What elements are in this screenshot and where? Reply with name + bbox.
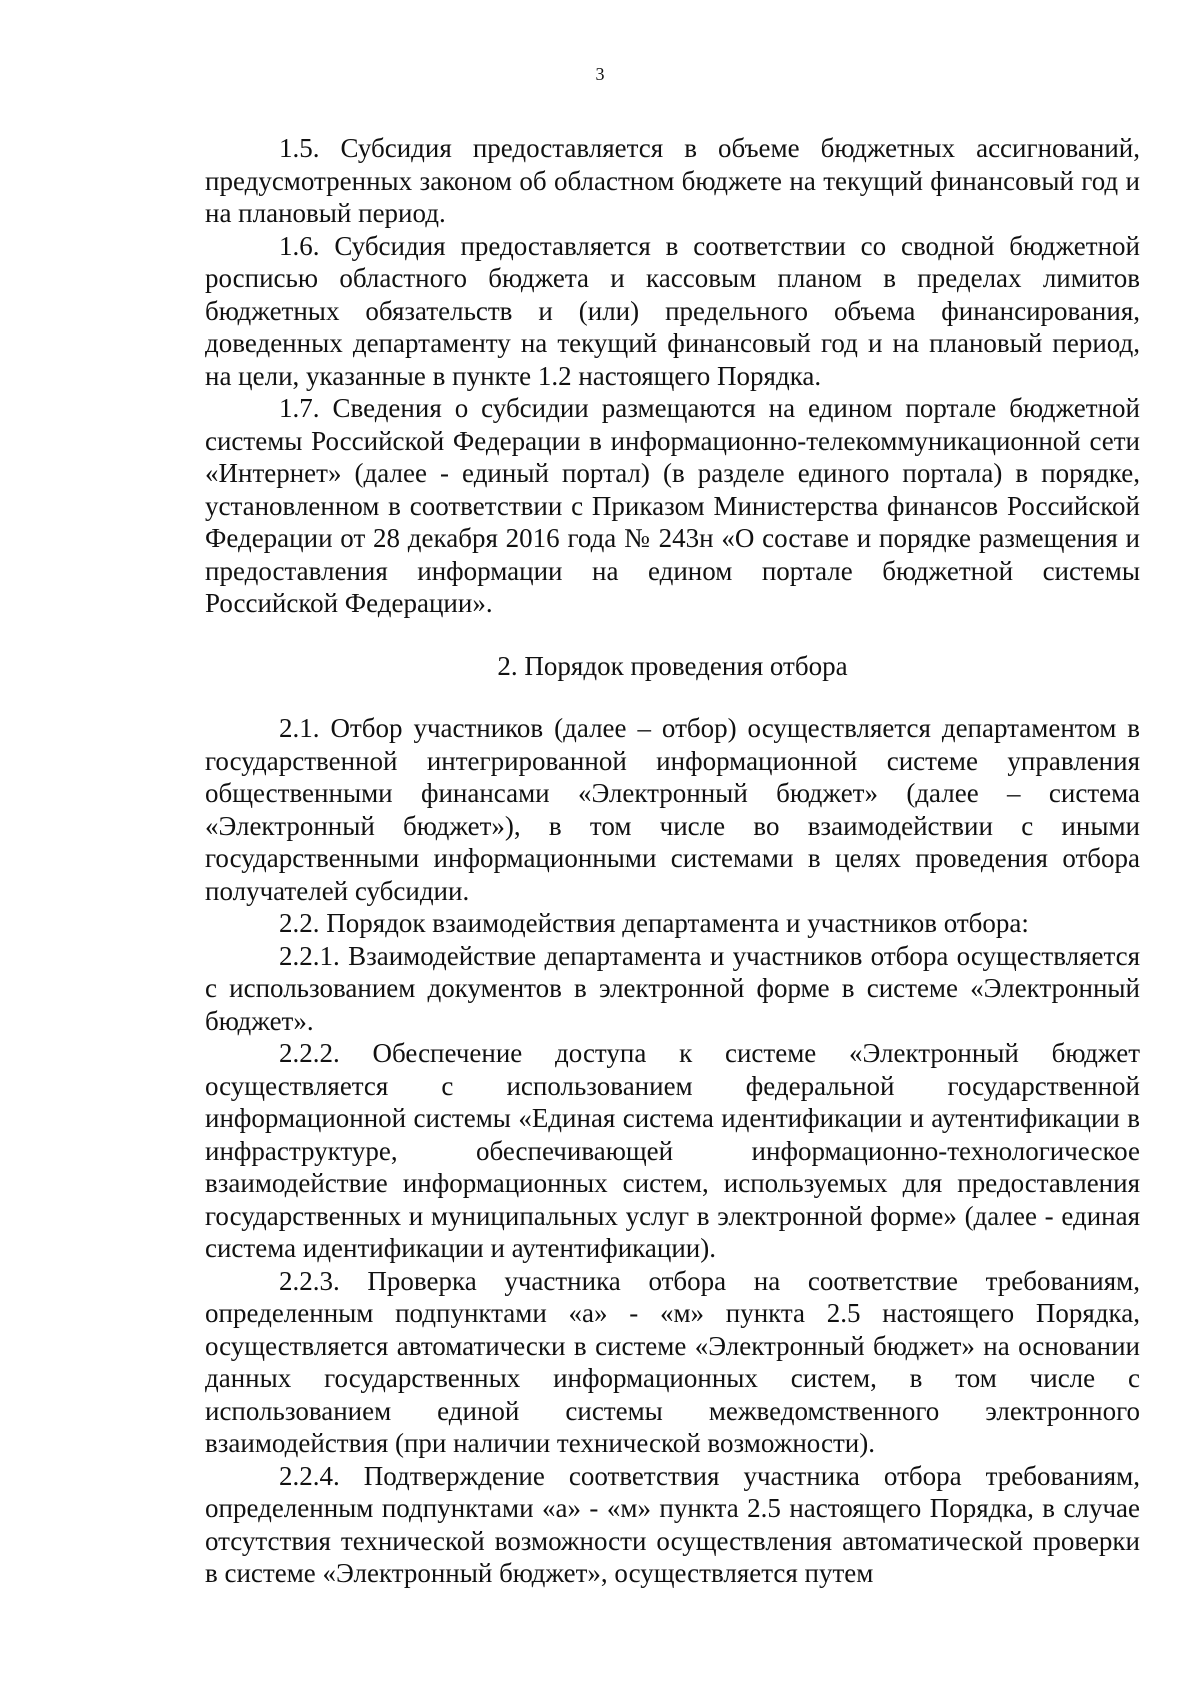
paragraph-2-2-4: 2.2.4. Подтверждение соответствия участника отбора требованиям, определенным подпунктами «а» - «м» пункта 2.5 настоящего Порядка, в случае отсутствия технической возможности осуществления автоматической проверки в системе «Электронный бюджет», осуществляется путем (205, 1460, 1140, 1588)
paragraph-1-5: 1.5. Субсидия предоставляется в объеме бюджетных ассигнований, предусмотренных законом об областном бюджете на текущий финансовый год и на плановый период. (205, 133, 1140, 228)
section-2-heading: 2. Порядок проведения отбора (497, 650, 848, 681)
paragraph-2-2: 2.2. Порядок взаимодействия департамента и участников отбора: (279, 908, 1029, 938)
paragraph-2-2-1: 2.2.1. Взаимодействие департамента и участников отбора осуществляется с использованием документов в электронной форме в системе «Электронный бюджет». (205, 940, 1140, 1036)
paragraph-1-6: 1.6. Субсидия предоставляется в соответствии со сводной бюджетной росписью областного бюджета и кассовым планом в пределах лимитов бюджетных обязательств и (или) предельного объема финансирования, доведенных департаменту на текущий финансовый год и на плановый период, на цели, указанные в пункте 1.2 настоящего Порядка. (205, 230, 1140, 391)
page-number: 3 (595, 64, 605, 84)
paragraph-2-2-3: 2.2.3. Проверка участника отбора на соответствие требованиям, определенным подпунктами «а» - «м» пункта 2.5 настоящего Порядка, осуществляется автоматически в системе «Электронный бюджет» на основании данных государственных информационных систем, в том числе с использованием единой системы межведомственного электронного взаимодействия (при наличии технической возможности). (205, 1265, 1140, 1458)
document-body (205, 132, 1140, 1590)
paragraph-2-2-2: 2.2.2. Обеспечение доступа к системе «Электронный бюджет осуществляется с использованием федеральной государственной информационной системы «Единая система идентификации и аутентификации в инфраструктуре, обеспечивающей информационно-технологическое взаимодействие информационных систем, используемых для предоставления государственных и муниципальных услуг в электронной форме» (далее - единая система идентификации и аутентификации). (205, 1038, 1140, 1263)
paragraph-1-7: 1.7. Сведения о субсидии размещаются на едином портале бюджетной системы Российской Федерации в информационно-телекоммуникационной сети «Интернет» (далее - единый портал) (в разделе единого портала) в порядке, установленном в соответствии с Приказом Министерства финансов Российской Федерации от 28 декабря 2016 года № 243н «О составе и порядке размещения и предоставления информации на едином портале бюджетной системы Российской Федерации». (205, 393, 1140, 618)
paragraph-2-1: 2.1. Отбор участников (далее – отбор) осуществляется департаментом в государственной интегрированной информационной системе управления общественными финансами «Электронный бюджет» (далее – система «Электронный бюджет»), в том числе во взаимодействии с иными государственными информационными системами в целях проведения отбора получателей субсидии. (205, 713, 1140, 906)
